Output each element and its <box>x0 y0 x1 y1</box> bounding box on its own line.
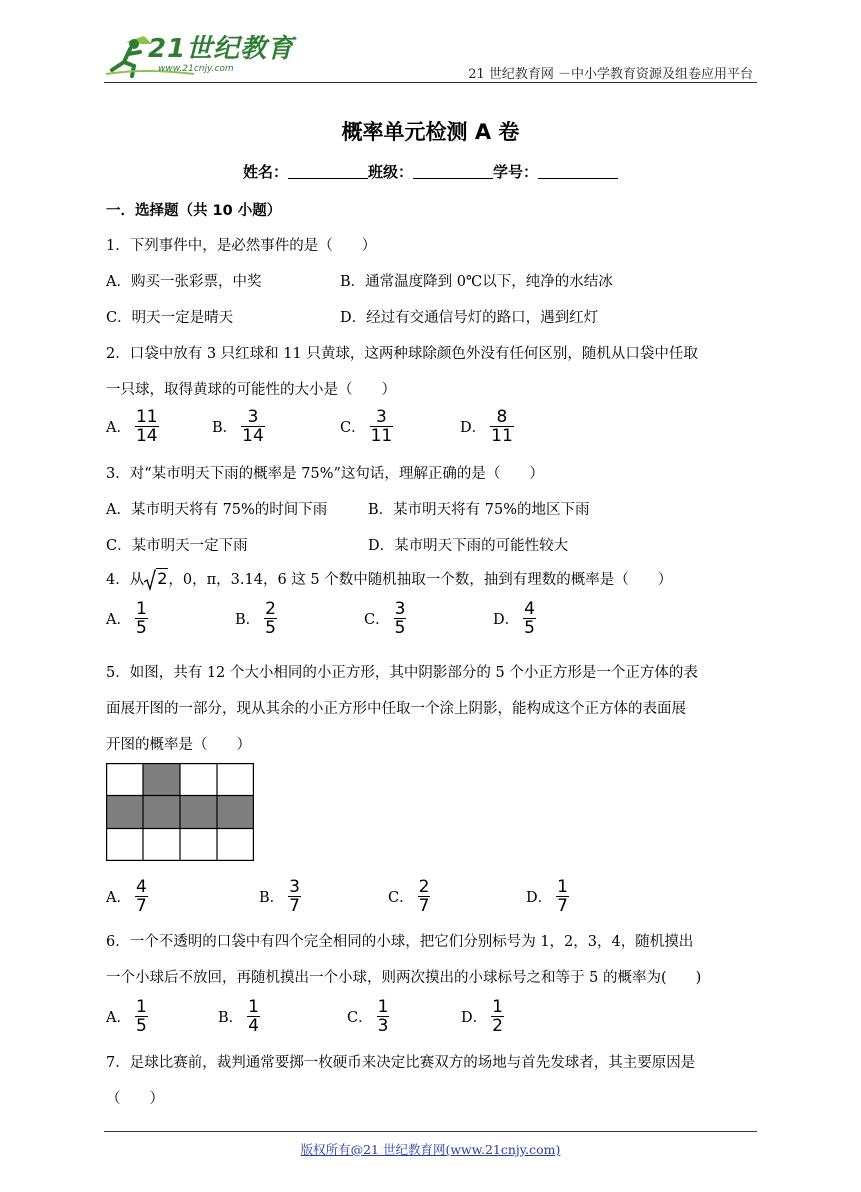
name-blank[interactable] <box>288 164 368 179</box>
fraction: $\frac{3}{11}$ <box>370 407 393 446</box>
q1-option-d: D．经过有交通信号灯的路口，遇到红灯 <box>340 310 599 326</box>
fraction: $\frac{1}{5}$ <box>135 997 147 1036</box>
logo-url: www.21cnjy.com <box>158 64 234 74</box>
q2-option-a: A． $\frac{11}{14}$ <box>106 407 158 446</box>
name-label: 姓名： <box>242 163 288 181</box>
q1-option-b: B．通常温度降到 0℃以下，纯净的水结冰 <box>340 274 613 290</box>
q1-option-a: A．购买一张彩票，中奖 <box>106 274 262 290</box>
footer-copyright-link[interactable]: 版权所有@21 世纪教育网(www.21cnjy.com) <box>300 1142 561 1157</box>
q1-stem: 1．下列事件中，是必然事件的是（ ） <box>106 238 377 254</box>
q6-stem-line2: 一个小球后不放回，再随机摸出一个小球，则两次摸出的小球标号之和等于 5 的概率为( ) <box>106 970 702 986</box>
fraction: $\frac{1}{4}$ <box>248 997 259 1036</box>
shaded-square <box>217 796 254 829</box>
logo-text: 21世纪教育 <box>148 34 295 64</box>
q5-option-d: D． $\frac{1}{7}$ <box>526 877 568 916</box>
header-divider <box>104 82 757 83</box>
q3-option-a: A．某市明天将有 75%的时间下雨 <box>106 502 328 518</box>
q2-option-d: D． $\frac{8}{11}$ <box>460 407 513 446</box>
fraction: $\frac{2}{5}$ <box>265 599 276 638</box>
q5-stem-line2: 面展开图的一部分，现从其余的小正方形中任取一个涂上阴影，能构成这个正方体的表面展 <box>106 701 686 717</box>
footer-divider <box>104 1131 757 1132</box>
fraction: $\frac{4}{5}$ <box>524 599 535 638</box>
section-title: 一．选择题（共 10 小题） <box>106 203 282 219</box>
q4-option-a: A． $\frac{1}{5}$ <box>106 599 147 638</box>
q6-option-c: C． $\frac{1}{3}$ <box>347 997 389 1036</box>
q2-option-b: B． $\frac{3}{14}$ <box>212 407 264 446</box>
q4-stem: 4．从 2，0，π，3.14，6 这 5 个数中随机抽取一个数，抽到有理数的概率是（ ） <box>106 568 672 591</box>
q3-option-d: D．某市明天下雨的可能性较大 <box>368 538 569 554</box>
shaded-square <box>143 796 180 829</box>
class-blank[interactable] <box>413 164 493 179</box>
q3-option-b: B．某市明天将有 75%的地区下雨 <box>368 502 590 518</box>
q3-stem: 3．对“某市明天下雨的概率是 75%”这句话，理解正确的是（ ） <box>106 466 544 482</box>
q5-option-c: C． $\frac{2}{7}$ <box>388 877 430 916</box>
q6-option-b: B． $\frac{1}{4}$ <box>218 997 259 1036</box>
square-grid-figure <box>106 763 254 861</box>
q5-stem-line1: 5．如图，共有 12 个大小相同的小正方形，其中阴影部分的 5 个小正方形是一个正方体的表 <box>106 665 698 681</box>
q2-stem-line1: 2．口袋中放有 3 只红球和 11 只黄球，这两种球除颜色外没有任何区别，随机从口袋中任取 <box>106 346 698 362</box>
q5-stem-line3: 开图的概率是（ ） <box>106 737 251 753</box>
fraction: $\frac{3}{7}$ <box>289 877 300 916</box>
q5-option-b: B． $\frac{3}{7}$ <box>259 877 300 916</box>
page-title: 概率单元检测 A 卷 <box>341 120 520 144</box>
q1-option-c: C．明天一定是晴天 <box>106 310 234 326</box>
q6-option-d: D． $\frac{1}{2}$ <box>461 997 503 1036</box>
q6-option-a: A． $\frac{1}{5}$ <box>106 997 147 1036</box>
fraction: $\frac{1}{7}$ <box>557 877 568 916</box>
fraction: $\frac{1}{3}$ <box>377 997 389 1036</box>
class-label: 班级： <box>367 163 413 181</box>
id-blank[interactable] <box>538 164 618 179</box>
q7-stem-line2: （ ） <box>106 1091 164 1107</box>
fraction: $\frac{1}{2}$ <box>492 997 503 1036</box>
fraction: $\frac{11}{14}$ <box>135 407 158 446</box>
q4-option-d: D． $\frac{4}{5}$ <box>493 599 535 638</box>
q3-option-c: C．某市明天一定下雨 <box>106 538 248 554</box>
q4-option-c: C． $\frac{3}{5}$ <box>364 599 406 638</box>
shaded-square <box>180 796 217 829</box>
fraction: $\frac{8}{11}$ <box>491 407 513 446</box>
fraction: $\frac{3}{5}$ <box>394 599 406 638</box>
fraction: $\frac{2}{7}$ <box>418 877 430 916</box>
shaded-square <box>106 796 143 829</box>
fraction: $\frac{4}{7}$ <box>135 877 147 916</box>
fraction: $\frac{1}{5}$ <box>135 599 147 638</box>
sqrt-expression: 2 <box>144 569 168 591</box>
q7-stem-line1: 7．足球比赛前，裁判通常要掷一枚硬币来决定比赛双方的场地与首先发球者，其主要原因是 <box>106 1055 696 1071</box>
q4-option-b: B． $\frac{2}{5}$ <box>235 599 276 638</box>
q2-stem-line2: 一只球，取得黄球的可能性的大小是（ ） <box>106 382 396 398</box>
q6-stem-line1: 6．一个不透明的口袋中有四个完全相同的小球，把它们分别标号为 1，2，3，4，随机摸出 <box>106 934 694 950</box>
q2-option-c: C． $\frac{3}{11}$ <box>340 407 393 446</box>
id-label: 学号： <box>493 163 539 181</box>
q5-option-a: A． $\frac{4}{7}$ <box>106 877 147 916</box>
header-site-name: 21 世纪教育网 －中小学教育资源及组卷应用平台 <box>468 67 753 82</box>
fraction: $\frac{3}{14}$ <box>242 407 264 446</box>
shaded-square <box>143 763 180 796</box>
student-info-line <box>0 161 861 182</box>
